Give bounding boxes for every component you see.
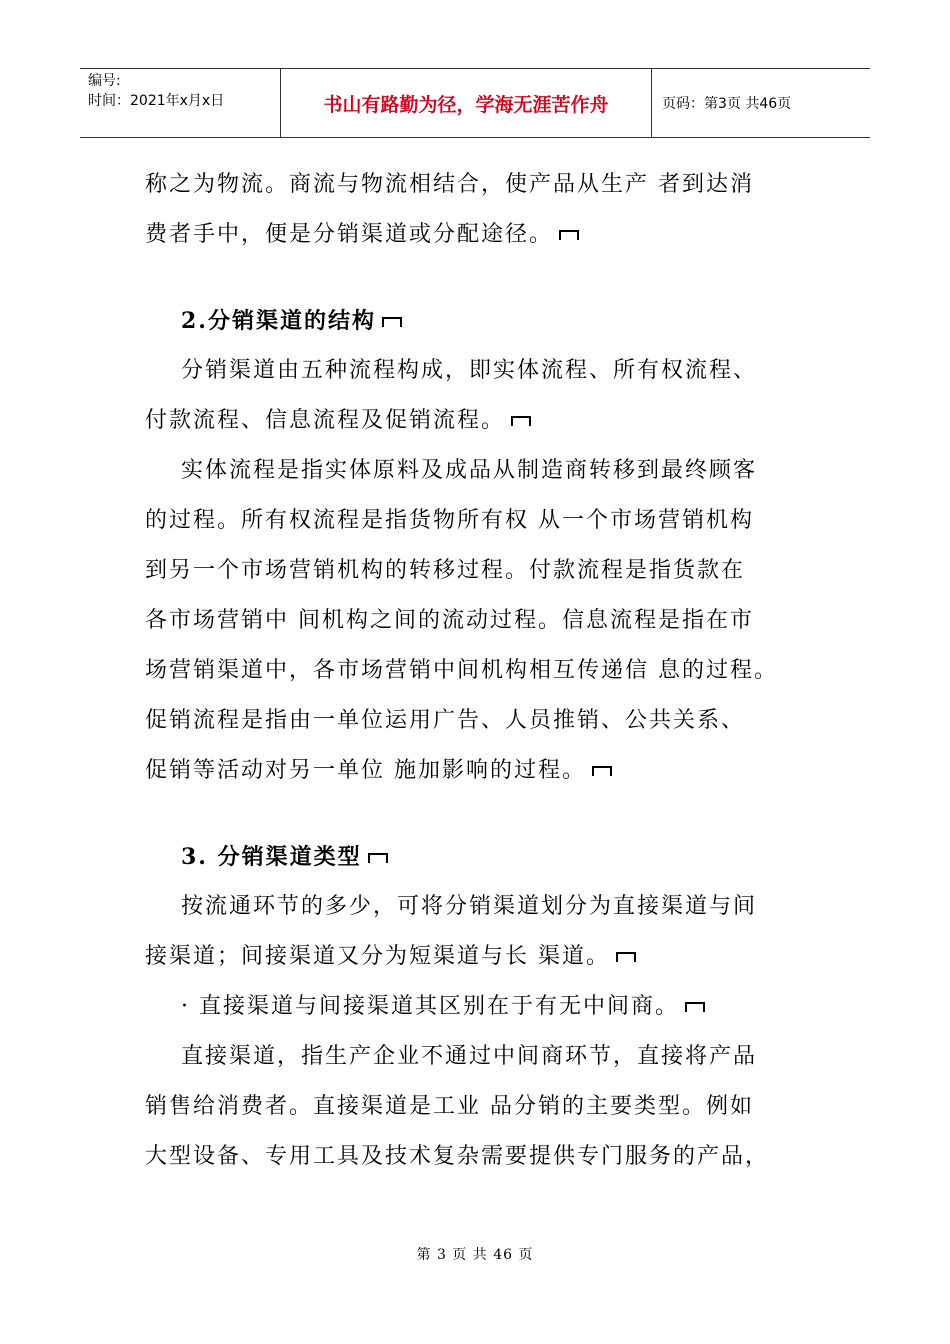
- paragraph-mark-icon: [616, 952, 636, 962]
- paragraph-line: 实体流程是指实体原料及成品从制造商转移到最终顾客: [181, 458, 758, 483]
- paragraph-line: · 直接渠道与间接渠道其区别在于有无中间商。: [145, 982, 815, 1032]
- paragraph-line: 场营销渠道中，各市场营销中间机构相互传递信 息的过程。: [145, 658, 778, 683]
- paragraph-line: 各市场营销中 间机构之间的流动过程。信息流程是指在市: [145, 608, 754, 633]
- number-label: 编号:: [88, 73, 121, 89]
- page-footer: 第 3 页 共 46 页: [416, 1247, 534, 1263]
- header-motto: 书山有路勤为径，学海无涯苦作舟: [280, 69, 652, 137]
- paragraph-line: 直接渠道，指生产企业不通过中间商环节，直接将产品: [181, 1044, 758, 1069]
- paragraph-mark-icon: [559, 230, 579, 240]
- paragraph-mark-icon: [511, 416, 531, 426]
- paragraph-line: 费者手中，便是分销渠道或分配途径。: [145, 210, 815, 260]
- paragraph-line: 接渠道；间接渠道又分为短渠道与长 渠道。: [145, 932, 815, 982]
- paragraph-line: 称之为物流。商流与物流相结合，使产品从生产 者到达消: [145, 172, 754, 197]
- paragraph-line: 的过程。所有权流程是指货物所有权 从一个市场营销机构: [145, 508, 754, 533]
- paragraph-line: 销售给消费者。直接渠道是工业 品分销的主要类型。例如: [145, 1094, 754, 1119]
- page-header: [80, 68, 870, 138]
- paragraph-line: 按流通环节的多少，可将分销渠道划分为直接渠道与间: [181, 894, 758, 919]
- paragraph-mark-icon: [592, 766, 612, 776]
- paragraph-line: 分销渠道由五种流程构成，即实体流程、所有权流程、: [181, 358, 758, 383]
- document-body: [145, 160, 815, 1182]
- paragraph-line: 到另一个市场营销机构的转移过程。付款流程是指货款在: [145, 558, 746, 583]
- paragraph-mark-icon: [368, 853, 388, 863]
- paragraph-line: 付款流程、信息流程及促销流程。: [145, 396, 815, 446]
- section-heading-3: 3. 分销渠道类型: [145, 832, 815, 882]
- paragraph-mark-icon: [685, 1002, 705, 1012]
- paragraph-line: 促销流程是指由一单位运用广告、人员推销、公共关系、: [145, 708, 746, 733]
- paragraph-line: 促销等活动对另一单位 施加影响的过程。: [145, 746, 815, 796]
- section-heading-2: 2.分销渠道的结构: [145, 296, 815, 346]
- paragraph-line: 大型设备、专用工具及技术复杂需要提供专门服务的产品，: [145, 1144, 770, 1169]
- header-meta: [80, 69, 280, 137]
- paragraph-mark-icon: [382, 317, 402, 327]
- header-page-info: 页码：第3页 共46页: [662, 96, 792, 112]
- time-label: 时间：2021年x月x日: [88, 93, 225, 109]
